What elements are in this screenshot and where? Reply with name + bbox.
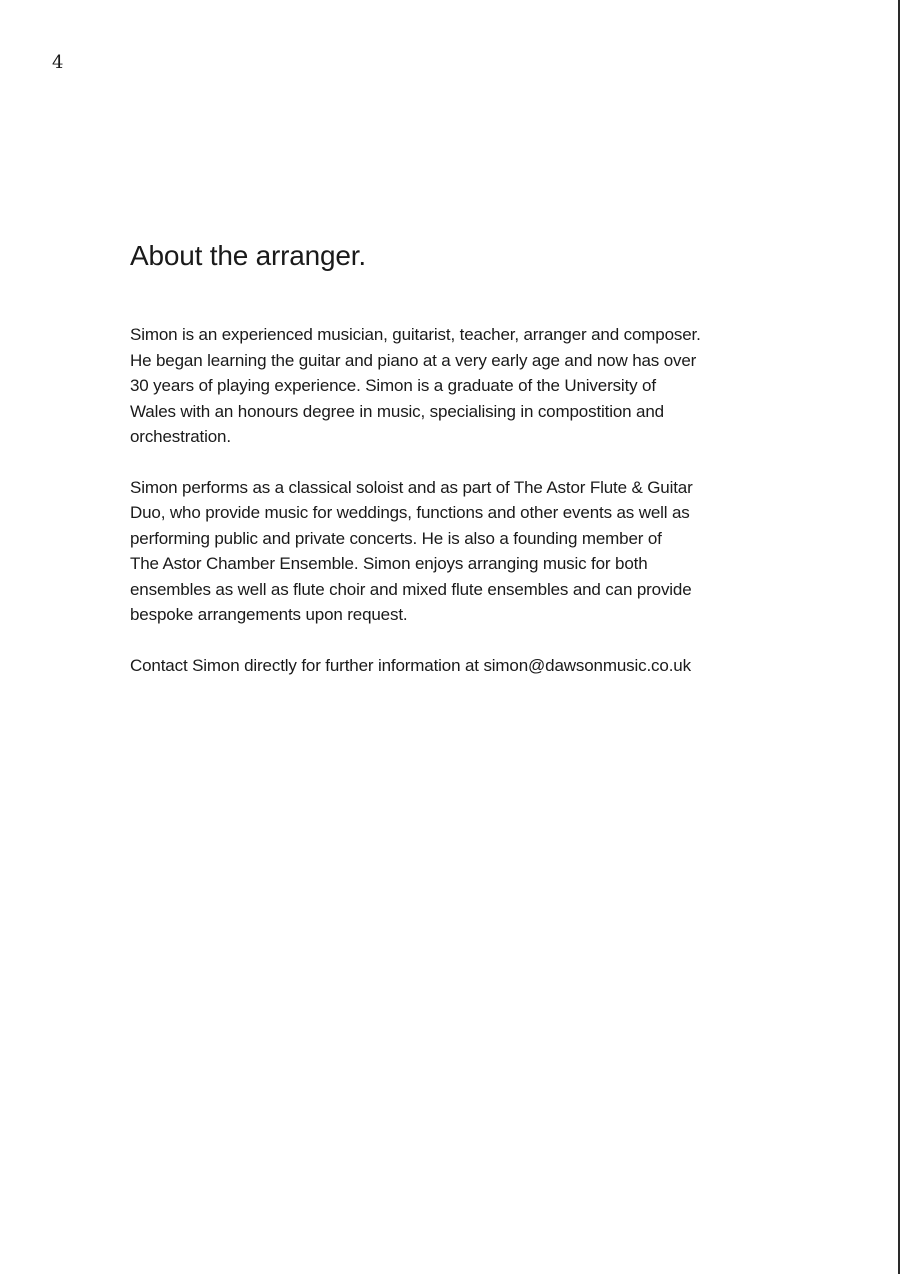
bio-paragraph-1: Simon is an experienced musician, guitarist, teacher, arranger and composer. He began learning the guitar and piano at a very early age and now has over 30 years of playing experience. Simon is a graduate of the University of Wales with an honours degree in music, specialising in compostition and orchestration. — [130, 325, 701, 446]
bio-paragraph-2: Simon performs as a classical soloist and as part of The Astor Flute & Guitar Duo, who provide music for weddings, functions and other events as well as performing public and private concerts. He is also a founding member of The Astor Chamber Ensemble. Simon enjoys arranging music for both ensembles as well as flute choir and mixed flute ensembles and can provide bespoke arrangements upon request. — [130, 477, 693, 624]
section-heading: About the arranger. — [130, 240, 366, 271]
page-number: 4 — [52, 52, 64, 73]
contact-paragraph — [130, 653, 780, 679]
contact-email-link[interactable]: simon@dawsonmusic.co.uk — [483, 655, 691, 675]
contact-text: Contact Simon directly for further information at — [130, 655, 484, 675]
about-section — [130, 236, 780, 703]
